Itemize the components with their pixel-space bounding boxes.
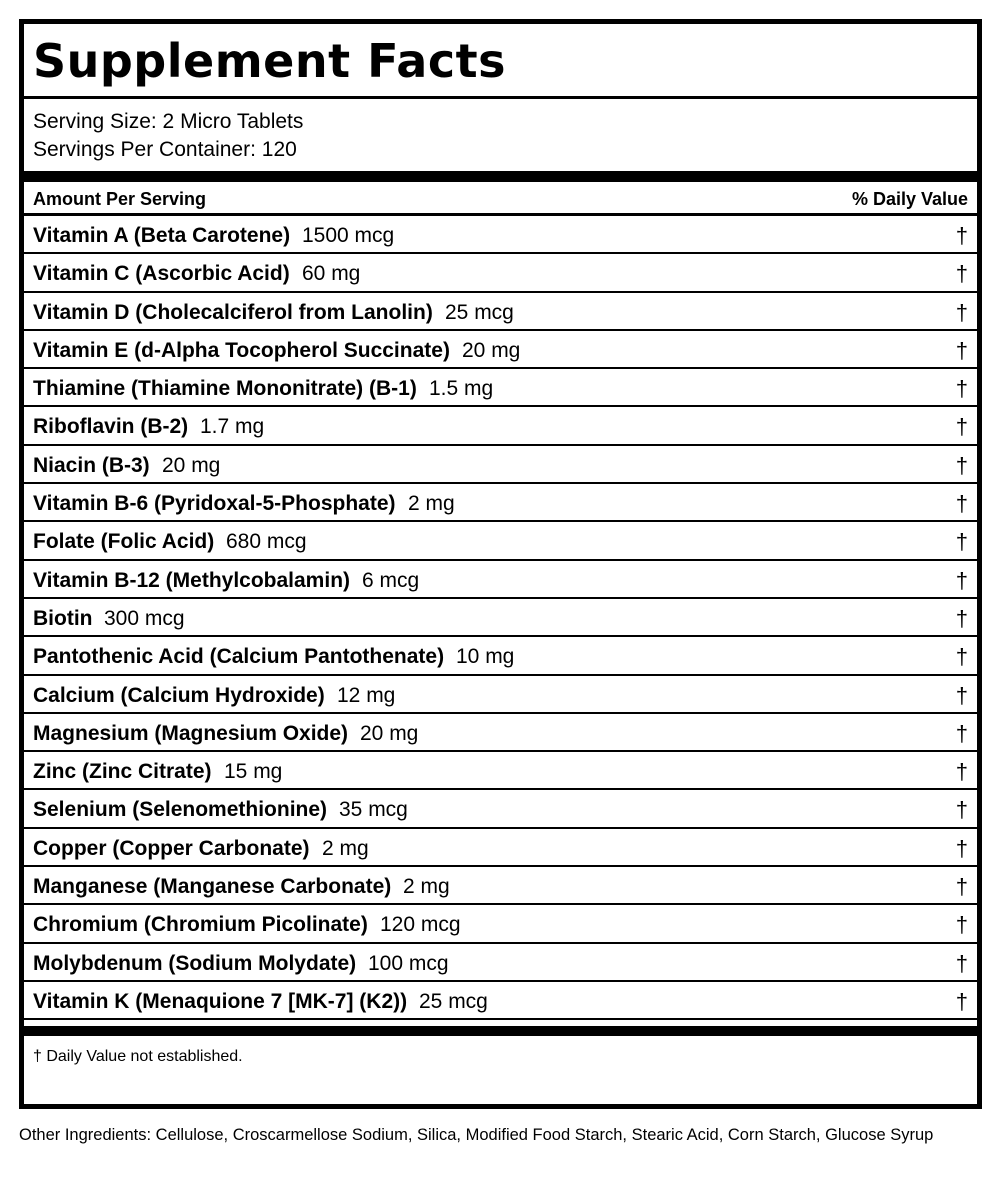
nutrient-name: Folate (Folic Acid): [33, 530, 215, 554]
nutrient-amount: 1.5 mg: [429, 377, 494, 401]
nutrient-row: [24, 331, 977, 369]
nutrient-amount: 35 mcg: [339, 798, 408, 822]
nutrient-amount: 60 mg: [302, 262, 361, 286]
nutrient-amount: 1.7 mg: [200, 415, 265, 439]
nutrient-name: Vitamin E (d-Alpha Tocopherol Succinate): [33, 338, 450, 362]
daily-value-dagger: †: [955, 835, 968, 861]
nutrient-amount: 680 mcg: [226, 530, 307, 554]
nutrient-row: [24, 637, 977, 675]
daily-value-dagger: †: [955, 950, 968, 976]
nutrient-row: [24, 867, 977, 905]
nutrient-amount: 6 mcg: [362, 568, 420, 592]
nutrient-name: Vitamin D (Cholecalciferol from Lanolin): [33, 300, 433, 324]
nutrient-row: [24, 446, 977, 484]
nutrient-amount: 20 mg: [462, 338, 521, 362]
amount-per-serving-header: Amount Per Serving: [33, 189, 207, 209]
panel-title: Supplement Facts: [33, 34, 506, 88]
daily-value-dagger: †: [955, 605, 968, 631]
daily-value-dagger: †: [955, 759, 968, 785]
nutrient-name: Biotin: [33, 606, 93, 630]
nutrient-name: Riboflavin (B-2): [33, 415, 189, 439]
nutrient-name: Magnesium (Magnesium Oxide): [33, 721, 349, 745]
nutrient-name: Copper (Copper Carbonate): [33, 836, 310, 860]
nutrient-amount: 20 mg: [360, 721, 419, 745]
daily-value-dagger: †: [955, 261, 968, 287]
nutrient-row: [24, 714, 977, 752]
other-ingredients: Other Ingredients: Cellulose, Croscarmellose Sodium, Silica, Modified Food Starch, Stearic Acid, Corn Starch, Glucose Syrup: [19, 1126, 934, 1144]
nutrient-row: [24, 561, 977, 599]
nutrient-row: [24, 484, 977, 522]
daily-value-dagger: †: [955, 912, 968, 938]
nutrient-name: Thiamine (Thiamine Mononitrate) (B-1): [33, 377, 417, 401]
nutrient-row: [24, 676, 977, 714]
nutrient-amount: 2 mg: [403, 875, 450, 899]
nutrient-amount: 120 mcg: [380, 913, 461, 937]
servings-per-container: Servings Per Container: 120: [33, 138, 297, 161]
supplement-facts-panel: [19, 19, 982, 1109]
nutrient-amount: 12 mg: [337, 683, 396, 707]
nutrient-name: Selenium (Selenomethionine): [33, 798, 328, 822]
nutrient-row: [24, 752, 977, 790]
daily-value-dagger: †: [955, 529, 968, 555]
nutrient-amount: 2 mg: [408, 492, 455, 516]
nutrient-row: [24, 829, 977, 867]
nutrient-name: Vitamin A (Beta Carotene): [33, 224, 291, 247]
daily-value-dagger: †: [955, 337, 968, 363]
title-section: [24, 24, 977, 99]
nutrient-name: Niacin (B-3): [33, 453, 150, 477]
nutrient-row: [24, 254, 977, 292]
nutrient-name: Pantothenic Acid (Calcium Pantothenate): [33, 645, 445, 669]
daily-value-dagger: †: [955, 988, 968, 1014]
nutrient-amount: 100 mcg: [368, 951, 449, 975]
daily-value-dagger: †: [955, 376, 968, 402]
nutrient-list: [24, 216, 977, 1020]
nutrient-row: [24, 293, 977, 331]
nutrient-row: [24, 369, 977, 407]
daily-value-dagger: †: [955, 491, 968, 517]
daily-value-dagger: †: [955, 452, 968, 478]
nutrient-name: Vitamin K (Menaquione 7 [MK-7] (K2)): [33, 989, 408, 1013]
nutrient-name: Molybdenum (Sodium Molydate): [33, 951, 357, 975]
nutrient-amount: 2 mg: [322, 836, 369, 860]
nutrient-name: Chromium (Chromium Picolinate): [33, 913, 368, 937]
nutrient-row: [24, 944, 977, 982]
nutrient-amount: 300 mcg: [104, 606, 185, 630]
daily-value-dagger: †: [955, 874, 968, 900]
nutrient-row: [24, 790, 977, 828]
nutrient-row: [24, 407, 977, 445]
daily-value-dagger: †: [955, 223, 968, 248]
daily-value-dagger: †: [955, 682, 968, 708]
daily-value-dagger: †: [955, 414, 968, 440]
nutrient-amount: 1500 mcg: [302, 224, 395, 247]
daily-value-dagger: †: [955, 567, 968, 593]
nutrient-name: Manganese (Manganese Carbonate): [33, 875, 392, 899]
nutrient-amount: 25 mcg: [445, 300, 514, 324]
nutrient-name: Vitamin B-6 (Pyridoxal-5-Phosphate): [33, 492, 396, 516]
nutrient-name: Vitamin C (Ascorbic Acid): [33, 262, 290, 286]
nutrient-name: Calcium (Calcium Hydroxide): [33, 683, 325, 707]
nutrient-amount: 20 mg: [162, 453, 221, 477]
nutrient-name: Vitamin B-12 (Methylcobalamin): [33, 568, 351, 592]
daily-value-dagger: †: [955, 797, 968, 823]
daily-value-dagger: †: [955, 299, 968, 325]
nutrient-row: [24, 216, 977, 254]
nutrient-amount: 25 mcg: [419, 989, 488, 1013]
column-header: [24, 182, 977, 216]
daily-value-dagger: †: [955, 644, 968, 670]
serving-info: [24, 99, 977, 182]
nutrient-row: [24, 982, 977, 1020]
daily-value-dagger: †: [955, 720, 968, 746]
nutrient-row: [24, 905, 977, 943]
serving-size: Serving Size: 2 Micro Tablets: [33, 110, 304, 133]
nutrient-amount: 15 mg: [224, 760, 283, 784]
nutrient-row: [24, 599, 977, 637]
daily-value-header: % Daily Value: [851, 189, 968, 209]
nutrient-amount: 10 mg: [456, 645, 515, 669]
section-divider: [24, 1026, 977, 1036]
footnote: † Daily Value not established.: [33, 1048, 243, 1065]
nutrient-row: [24, 522, 977, 560]
nutrient-name: Zinc (Zinc Citrate): [33, 760, 212, 784]
